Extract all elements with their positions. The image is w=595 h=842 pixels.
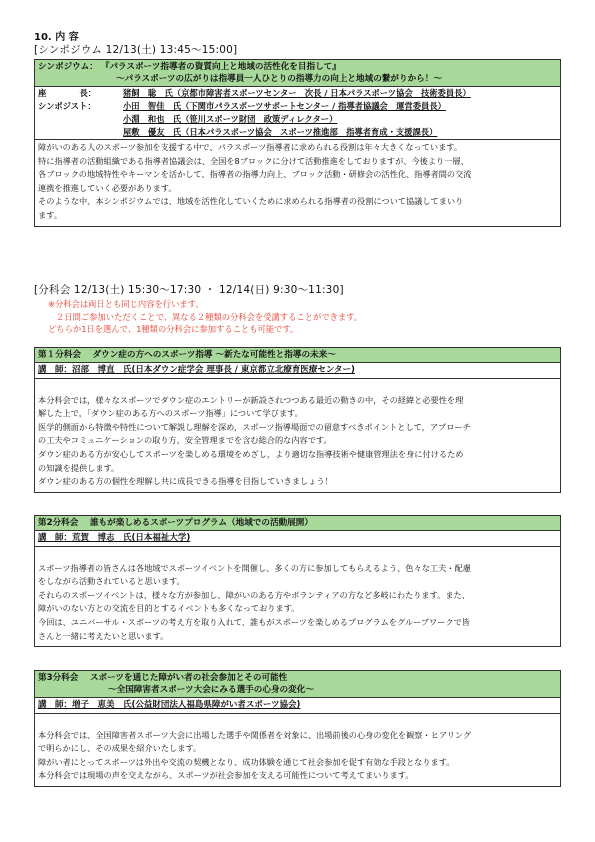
body-line: スポーツ指導者の皆さんは各地域でスポーツイベントを開催し、多くの方に参加してもらえるよう、色々な工夫・配慮: [38, 562, 471, 573]
note-line: ※分科会は両日とも同じ内容を行います。: [48, 299, 204, 309]
body-line: 特に指導者の活動組織である指導者協議会は、全国を8ブロックに分けて活動推進をしておりますが、今後より一層、: [38, 155, 469, 166]
session-title: 第3分科会 スポーツを通じた障がい者の社会参加とその可能性: [38, 673, 288, 683]
body-line: ます。: [38, 209, 62, 220]
body-line: の知識を提供します。: [38, 462, 120, 473]
body-line: ダウン症のある方が安心してスポーツを楽しめる環境をめざし，より適切な指導技術や健康管理法を身に付けるため: [38, 448, 464, 459]
body-line: をしながら活動されていると思います。: [38, 576, 185, 587]
body-line: 連携を推進していく必要があります。: [38, 182, 177, 193]
panelist-person: 小田 智佳 氏（下関市パラスポーツサポートセンター / 指導者協議会 運営委員長）: [123, 101, 446, 111]
panelist-line: [38, 100, 557, 113]
symposium-title: シンポジウム： 『パラスポーツ指導者の資質向上と地域の活性化を目指して』: [38, 62, 341, 72]
chair-role: 座 長：: [38, 88, 97, 98]
chair-person: 猪飼 聡 氏（京都市障害者スポーツセンター 次長 / 日本パラスポーツ協会 技術委員長）: [123, 88, 471, 98]
panelist-person: 屋敷 優友 氏（日本パラスポーツ協会 スポーツ推進部 指導者育成・支援課長）: [123, 127, 438, 137]
note-line: ２日間ご参加いただくことで、異なる２種類の分科会を受講することができます。: [56, 311, 363, 322]
session-1-box: [34, 347, 561, 493]
symposium-body: [35, 140, 560, 226]
body-line: の工夫やコミュニケーションの取り方，安全管理までを含む総合的な内容です。: [38, 435, 332, 446]
session-body: [35, 547, 560, 646]
session-body: [35, 714, 560, 786]
panelist-role: シンポジスト：: [38, 101, 96, 111]
body-line: 医学的側面から特徴や特性について解説し理解を深め，スポーツ指導場面での留意すべきポイントとして，アプローチ: [38, 421, 471, 432]
session-body: [35, 379, 560, 492]
session-lecturer: 講 師：増子 恵美 氏(公益財団法人福島県障がい者スポーツ協会): [35, 698, 560, 714]
body-line: 本分科会では現場の声を交えながら、スポーツが社会参加を支える可能性について考えてまいります。: [38, 770, 414, 781]
panelist-person: 小淵 和也 氏（笹川スポーツ財団 政策ディレクター）: [123, 114, 338, 124]
body-line: 本分科会では、全国障害者スポーツ大会に出場した選手や関係者を対象に、出場前後の心身の変化を観察・ヒアリング: [38, 729, 472, 740]
symposium-schedule: [シンポジウム 12/13(土) 13:45～15:00]: [34, 44, 238, 56]
body-line: そのような中、本シンポジウムでは、地域を活性化していくために求められる指導者の役割について協議してまいり: [38, 196, 464, 207]
breakout-schedule: [分科会 12/13(土) 15:30～17:30 ・ 12/14(日) 9:30～11:30]: [34, 284, 344, 296]
body-line: 障がいのある人のスポーツ参加を支援する中で、パラスポーツ指導者に求められる役割は年々大きくなっています。: [38, 142, 463, 152]
session-subtitle: ～全国障害者スポーツ大会にみる選手の心身の変化～: [108, 685, 314, 695]
chair-line: [38, 87, 557, 100]
body-line: で明らかにし、その成果を紹介いたします。: [38, 743, 202, 754]
symposium-header: [35, 60, 560, 87]
session-title: 第2分科会 誰もが楽しめるスポーツプログラム（地域での活動展開）: [38, 518, 313, 528]
body-line: ダウン症のある方の個性を理解し共に成長できる指導を目指していきましょう！: [38, 476, 333, 487]
session-header: [35, 671, 560, 698]
session-lecturer: 講 師：沼部 博直 氏(日本ダウン症学会 理事長 / 東京都立北療育医療センター): [35, 363, 560, 379]
session-lecturer: 講 師：荒賀 博志 氏(日本福祉大学): [35, 531, 560, 547]
section-title: 10. 内 容: [34, 32, 79, 43]
symposium-box: [34, 59, 561, 227]
session-title: 第１分科会 ダウン症の方へのスポーツ指導 ～新たな可能性と指導の未来～: [38, 350, 336, 360]
body-line: 各ブロックの地域特性やキーマンを活かして、指導者の指導力向上、ブロック活動・研修会の活性化、指導者間の交流: [38, 169, 472, 180]
panelist-line: [38, 126, 557, 139]
body-line: さんと一緒に考えたいと思います。: [38, 630, 169, 641]
symposium-subtitle: ～パラスポーツの広がりは指導員一人ひとりの指導力の向上と地域の繋がりから！～: [116, 74, 442, 84]
session-header: [35, 348, 560, 363]
note-line: どちらか1日を選んで、1種類の分科会に参加することも可能です。: [48, 324, 299, 334]
body-line: 障がい者にとってスポーツは外出や交流の契機となり、成功体験を通じて社会参加を促す有効な手段となります。: [38, 756, 455, 767]
body-line: 障がいのない方との交流を目的とするイベントも多くなっております。: [38, 603, 300, 614]
breakout-notes: [48, 298, 362, 336]
body-line: 今回は、ユニバーサル・スポーツの考え方を取り入れて、誰もがスポーツを楽しめるプログラムをグループワークで皆: [38, 616, 470, 627]
session-2-box: [34, 515, 561, 647]
body-line: それらのスポーツイベントは、様々な方が参加し、障がいのある方やボランティアの方など多岐にわたります。また、: [38, 589, 470, 600]
panelist-line: [38, 113, 557, 126]
body-line: 解した上で，「ダウン症のある方へのスポーツ指導」について学びます。: [38, 408, 303, 419]
session-3-box: [34, 670, 561, 787]
symposium-roles: [35, 87, 560, 140]
body-line: 本分科会では，様々なスポーツでダウン症のエントリーが新設されつつある最近の動きの中，その経緯と必要性を理: [38, 394, 464, 405]
session-header: [35, 516, 560, 531]
